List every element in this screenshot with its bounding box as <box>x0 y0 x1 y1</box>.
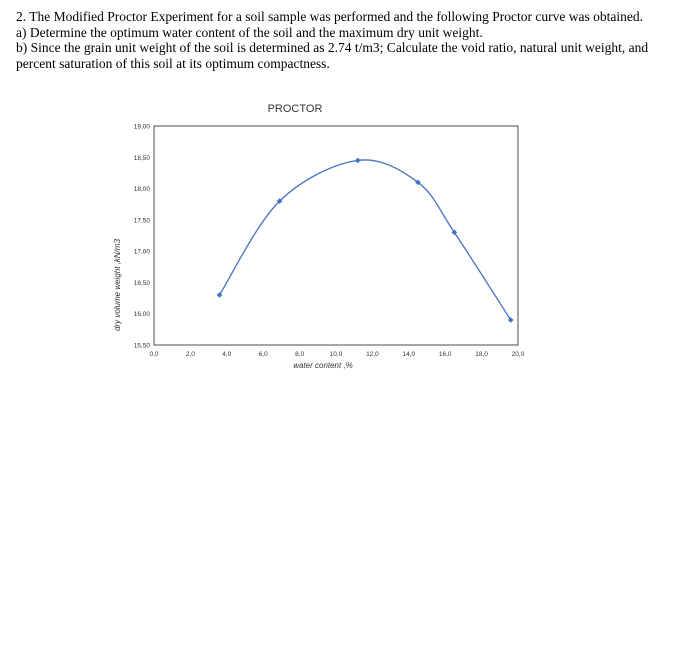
x-tick-label: 12,0 <box>366 351 379 358</box>
x-tick-label: 8,0 <box>295 351 305 358</box>
x-tick-label: 14,0 <box>402 351 416 358</box>
question-line-4: percent saturation of this soil at its optimum compactness. <box>16 55 330 71</box>
proctor-chart <box>100 95 540 385</box>
y-tick-label: 18,50 <box>133 154 150 162</box>
y-tick-label: 19,00 <box>133 123 150 131</box>
y-tick-label: 15,50 <box>133 342 150 350</box>
x-tick-label: 18,0 <box>475 351 488 358</box>
y-tick-label: 17,50 <box>133 217 150 225</box>
y-tick-label: 18,00 <box>133 186 150 194</box>
chart-title: PROCTOR <box>267 103 323 115</box>
question-line-1: 2. The Modified Proctor Experiment for a soil sample was performed and the following Proctor curve was obtained. <box>16 9 643 24</box>
chart-background <box>100 95 540 385</box>
chart-svg <box>100 95 540 385</box>
y-tick-label: 17,00 <box>133 248 150 256</box>
x-tick-label: 4,0 <box>222 351 232 358</box>
y-tick-label: 16,50 <box>133 279 150 287</box>
x-tick-label: 20,0 <box>511 351 525 358</box>
x-tick-label: 10,0 <box>329 351 343 358</box>
x-axis-label: water content ,% <box>293 361 353 370</box>
x-tick-label: 0,0 <box>149 351 159 358</box>
x-tick-label: 2,0 <box>185 351 195 358</box>
y-axis-label: dry volume weight ,kN/m3 <box>113 238 122 332</box>
x-tick-label: 6,0 <box>258 351 268 358</box>
x-tick-label: 16,0 <box>438 351 452 358</box>
y-tick-label: 16,00 <box>133 311 150 319</box>
question-line-2: a) Determine the optimum water content of the soil and the maximum dry unit weight. <box>16 24 483 40</box>
question-line-3: b) Since the grain unit weight of the soil is determined as 2.74 t/m3; Calculate the void ratio, natural unit weight, and <box>16 40 649 55</box>
question-text <box>16 9 686 71</box>
